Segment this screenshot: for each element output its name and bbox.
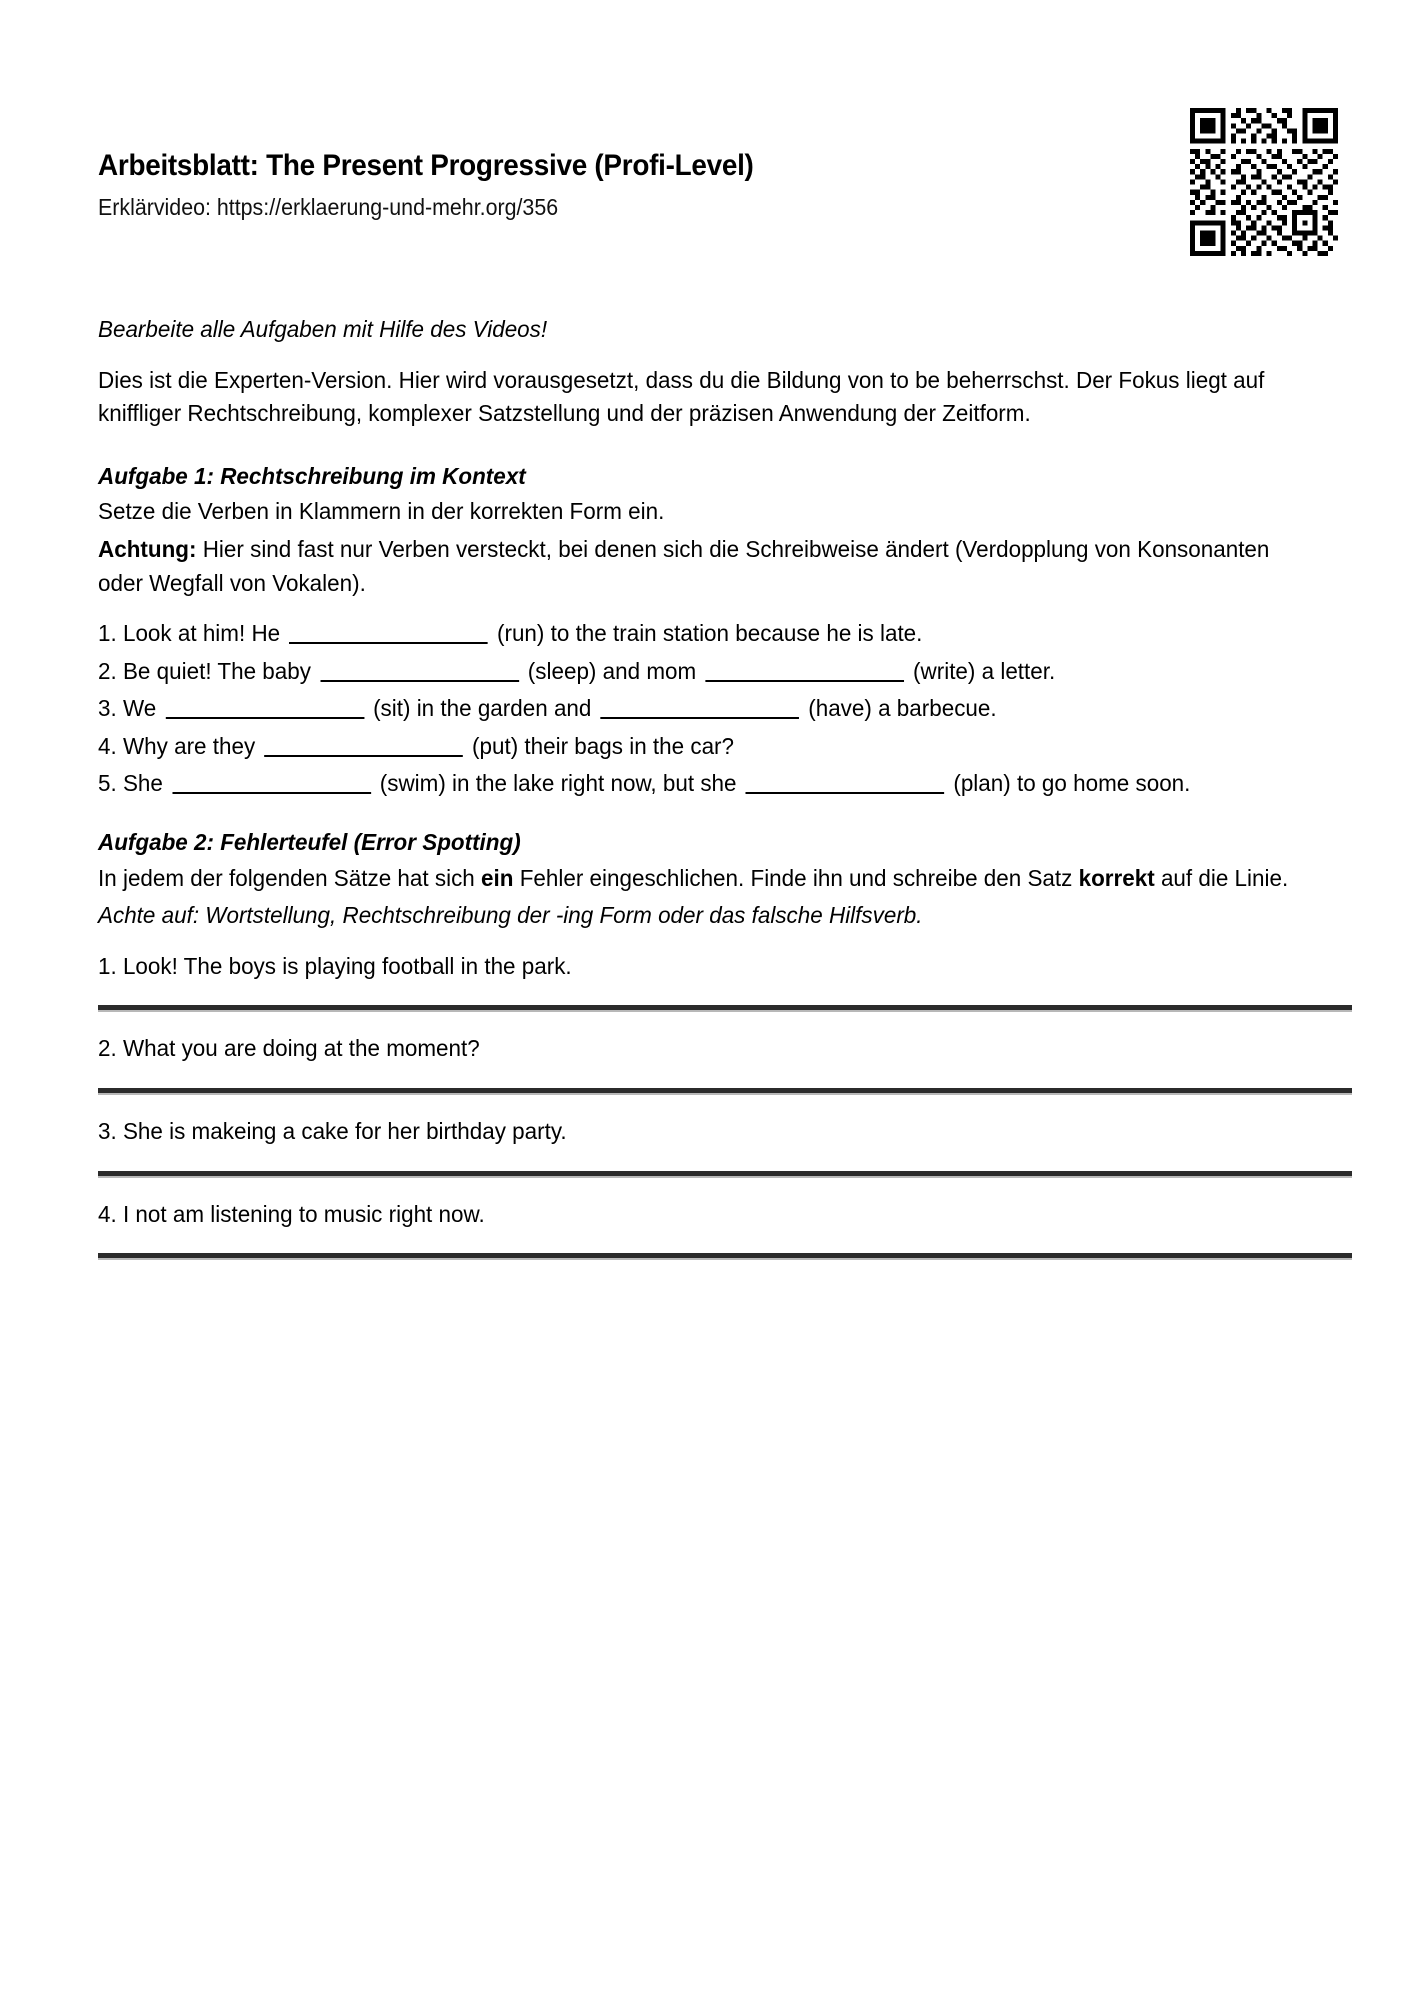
task2-instruction-part3: auf die Linie.: [1154, 864, 1289, 891]
task2-hint: Achte auf: Wortstellung, Rechtschreibung der -ing Form oder das falsche Hilfsverb.: [98, 902, 923, 929]
task2-sentence-4: 4. I not am listening to music right now.: [98, 1200, 485, 1227]
item-text: Be quiet! The baby: [122, 657, 311, 684]
blank-input[interactable]: [320, 680, 519, 682]
task2-sentence-1: 1. Look! The boys is playing football in the park.: [98, 952, 572, 979]
blank-input[interactable]: [600, 717, 799, 719]
task2-instruction: [98, 862, 1297, 896]
qr-code: [1190, 108, 1338, 256]
answer-line-1[interactable]: [98, 1005, 1352, 1012]
item-hint: (have) a barbecue.: [808, 695, 997, 722]
item-text: We: [122, 695, 157, 722]
task1-item-3: [98, 692, 1297, 726]
item-number: 2.: [98, 657, 117, 684]
blank-input[interactable]: [289, 642, 488, 644]
blank-input[interactable]: [705, 680, 904, 682]
blank-input[interactable]: [746, 792, 945, 794]
blank-input[interactable]: [172, 792, 371, 794]
intro-call-to-action: Bearbeite alle Aufgaben mit Hilfe des Videos!: [98, 316, 548, 342]
item-number: 4.: [98, 732, 117, 759]
blank-input[interactable]: [264, 755, 463, 757]
blank-input[interactable]: [165, 717, 364, 719]
task1-heading: Aufgabe 1: Rechtschreibung im Kontext: [98, 462, 526, 489]
header: [98, 148, 1158, 222]
answer-line-4[interactable]: [98, 1253, 1352, 1260]
task2-sentence-2: 2. What you are doing at the moment?: [98, 1035, 480, 1062]
body: [98, 313, 1353, 1280]
item-hint: (run) to the train station because he is late.: [496, 620, 923, 647]
task1-item-2: [98, 655, 1297, 689]
task1-note: [98, 533, 1297, 600]
task1-instruction: Setze die Verben in Klammern in der korrekten Form ein.: [98, 498, 665, 525]
task2-instruction-part2: Fehler eingeschlichen. Finde ihn und schreibe den Satz: [513, 864, 1079, 891]
item-hint: (put) their bags in the car?: [472, 732, 735, 759]
task2-heading: Aufgabe 2: Fehlerteufel (Error Spotting): [98, 829, 521, 856]
task1-item-5: [98, 767, 1297, 801]
video-link-line[interactable]: Erklärvideo: https://erklaerung-und-mehr.org/356: [98, 194, 559, 221]
task1-note-label: Achtung:: [98, 535, 197, 562]
item-text: Why are they: [122, 732, 256, 759]
intro-paragraph: Dies ist die Experten-Version. Hier wird vorausgesetzt, dass du die Bildung von to be beherrschst. Der Fokus liegt auf kniffliger Rechtschreibung, komplexer Satzstellung und der präzisen Anwendung der Zeitform.: [98, 366, 1265, 427]
task2-sentence-3: 3. She is makeing a cake for her birthday party.: [98, 1118, 567, 1144]
page-title: Arbeitsblatt: The Present Progressive (Profi-Level): [98, 149, 754, 182]
item-hint: (swim) in the lake right now, but she: [379, 770, 737, 797]
item-hint: (sleep) and mom: [527, 657, 697, 684]
task1-item-1: [98, 617, 1297, 651]
item-hint: (write) a letter.: [913, 657, 1056, 684]
answer-line-2[interactable]: [98, 1088, 1352, 1095]
item-text: Look at him! He: [122, 620, 281, 647]
answer-line-3[interactable]: [98, 1171, 1352, 1178]
task2-instruction-bold-korrekt: korrekt: [1078, 864, 1155, 891]
item-text: She: [122, 770, 163, 797]
task2-instruction-bold-ein: ein: [481, 864, 514, 891]
task1-item-4: [98, 730, 1297, 764]
item-number: 1.: [98, 620, 117, 647]
item-hint: (plan) to go home soon.: [953, 770, 1191, 797]
item-hint: (sit) in the garden and: [373, 695, 592, 722]
task2-instruction-part1: In jedem der folgenden Sätze hat sich: [98, 864, 482, 891]
item-number: 5.: [98, 770, 117, 797]
task1-note-text: Hier sind fast nur Verben versteckt, bei denen sich die Schreibweise ändert (Verdopplung von Konsonanten oder Wegfall von Vokalen).: [98, 535, 1270, 596]
item-number: 3.: [98, 695, 117, 722]
